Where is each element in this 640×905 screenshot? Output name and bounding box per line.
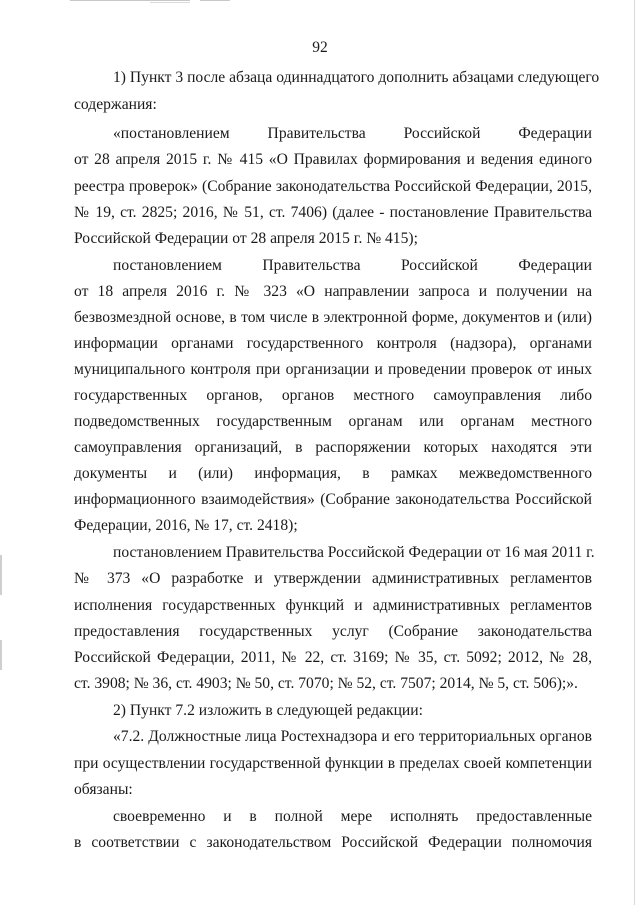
text-line: 1) Пункт 3 после абзаца одиннадцатого дополнить абзацами следующего <box>113 69 600 86</box>
text-line: обязаны: <box>74 781 133 798</box>
text-line: «постановлением Правительства Российской Федерации <box>113 125 592 142</box>
text-line: исполнения государственных функций и административных регламентов <box>74 597 592 614</box>
text-line: информации органами государственного контроля (надзора), органами <box>74 335 592 352</box>
text-line: постановлением Правительства Российской Федерации от 16 мая 2011 г. <box>113 544 595 561</box>
text-line: предоставления государственных услуг (Собрание законодательства <box>74 623 592 640</box>
text-line: от 18 апреля 2016 г. № 323 «О направлении запроса и получении на <box>74 283 592 300</box>
text-line: Российской Федерации, 2011, № 22, ст. 3169; № 35, ст. 5092; 2012, № 28, <box>74 649 592 666</box>
text-line: от 28 апреля 2015 г. № 415 «О Правилах формирования и ведения единого <box>74 151 592 168</box>
text-line: своевременно и в полной мере исполнять предоставленные <box>113 808 592 825</box>
scan-artifact-left-mark <box>0 555 2 595</box>
text-line: Российской Федерации от 28 апреля 2015 г. № 415); <box>74 230 418 247</box>
text-line: № 19, ст. 2825; 2016, № 51, ст. 7406) (далее - постановление Правительства <box>74 204 592 221</box>
text-line: документы и (или) информация, в рамках межведомственного <box>74 465 592 482</box>
scan-artifact-top <box>150 2 190 3</box>
text-line: Федерации, 2016, № 17, ст. 2418); <box>74 517 298 534</box>
text-line: содержания: <box>74 96 157 113</box>
text-line: 2) Пункт 7.2 изложить в следующей редакции: <box>113 702 423 719</box>
scan-artifact-left-mark <box>0 640 2 670</box>
text-line: реестра проверок» (Собрание законодательства Российской Федерации, 2015, <box>74 178 592 195</box>
text-line: постановлением Правительства Российской Федерации <box>113 257 592 274</box>
text-line: самоуправления организаций, в распоряжении которых находятся эти <box>74 439 592 456</box>
text-line: «7.2. Должностные лица Ростехнадзора и его территориальных органов <box>113 728 592 745</box>
text-line: муниципального контроля при организации и проведении проверок от иных <box>74 361 592 378</box>
text-line: ст. 3908; № 36, ст. 4903; № 50, ст. 7070; № 52, ст. 7507; 2014, № 5, ст. 506);». <box>74 675 578 692</box>
scan-artifact-top <box>70 0 190 1</box>
page-number: 92 <box>312 39 328 56</box>
text-line: при осуществлении государственной функции в пределах своей компетенции <box>74 755 592 772</box>
text-line: государственных органов, органов местного самоуправления либо <box>74 387 592 404</box>
text-line: в соответствии с законодательством Российской Федерации полномочия <box>74 834 592 851</box>
text-line: информационного взаимодействия» (Собрание законодательства Российской <box>74 491 592 508</box>
text-line: безвозмездной основе, в том числе в электронной форме, документов и (или) <box>74 309 592 326</box>
scan-artifact-top <box>200 0 230 1</box>
text-line: № 373 «О разработке и утверждении административных регламентов <box>74 570 592 587</box>
scan-artifact-right-edge <box>634 0 635 905</box>
text-line: подведомственных государственным органам или органам местного <box>74 413 592 430</box>
